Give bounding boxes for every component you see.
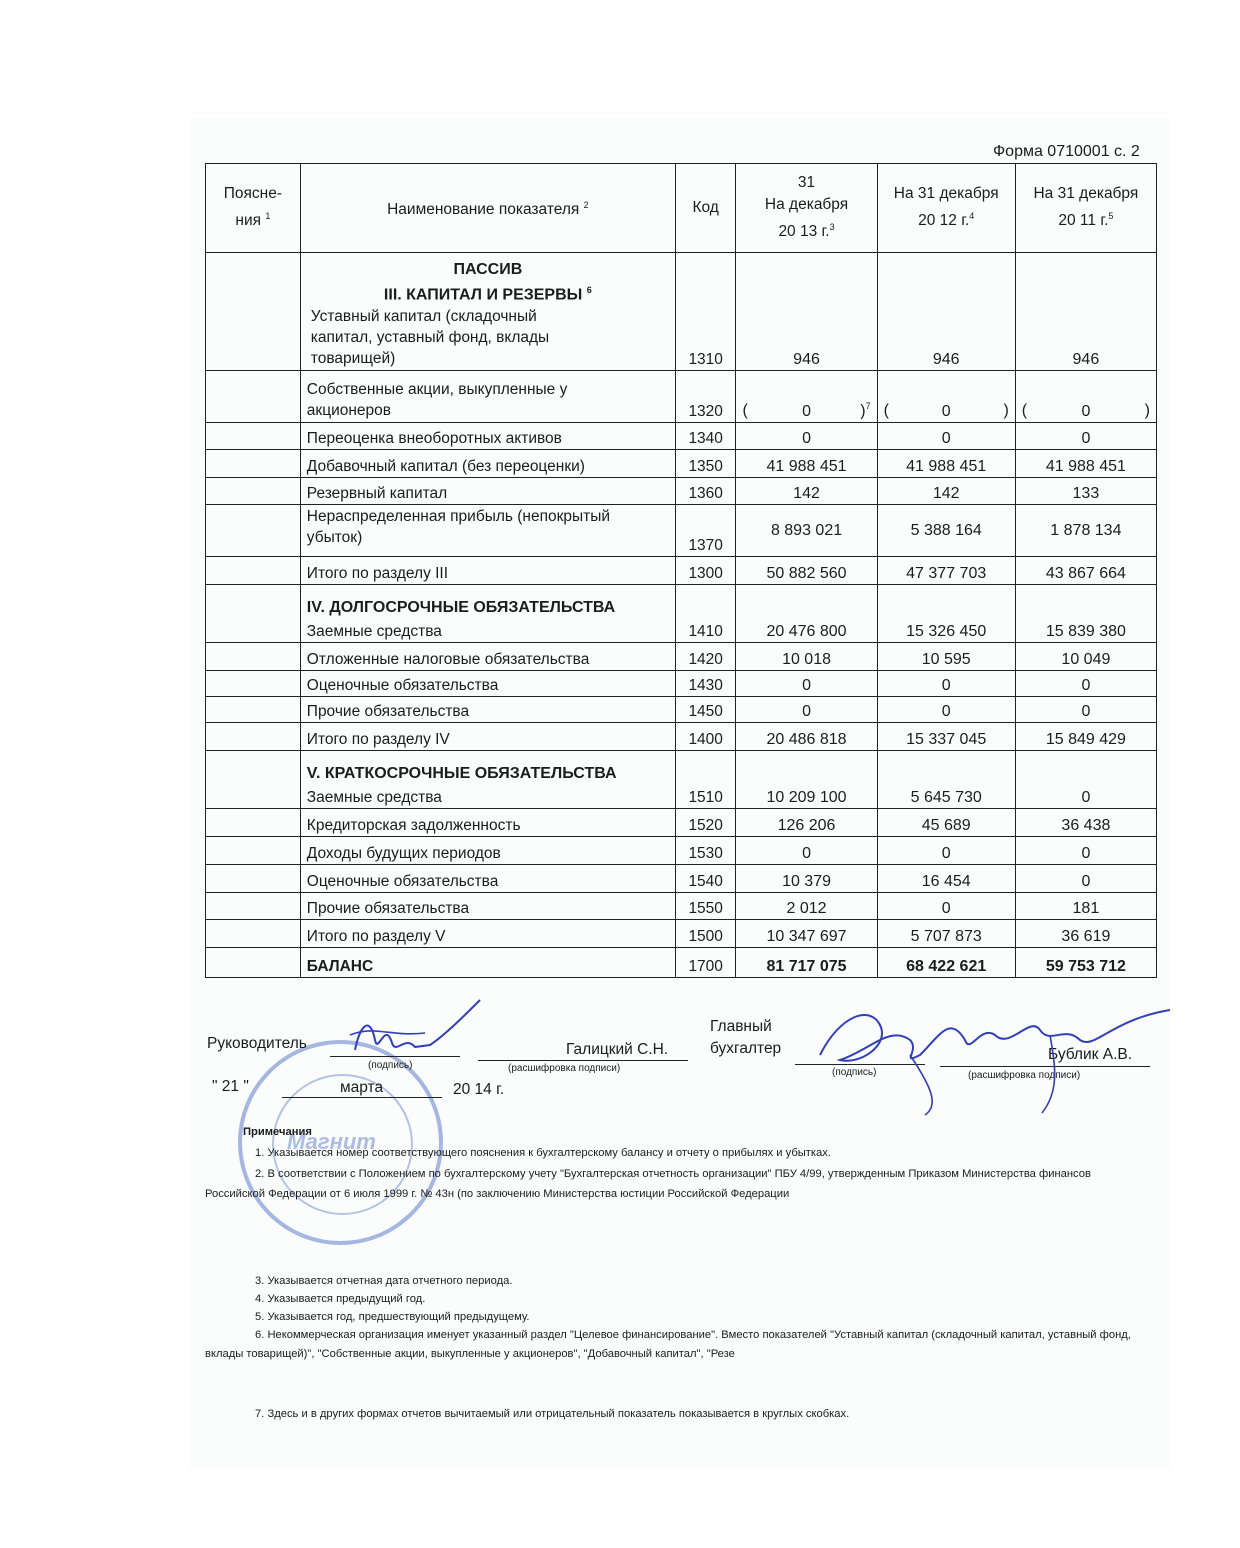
row-value-2013: 50 882 560 (736, 557, 877, 585)
row-value-2011: ( 0 ) (1015, 371, 1156, 423)
row-value-2011: 0 (1015, 697, 1156, 723)
row-value-2011: 0 (1015, 865, 1156, 893)
row-label: Уставный капитал (складочный капитал, уставный фонд, вклады товарищей) (310, 308, 550, 367)
table-row (206, 671, 1157, 697)
row-value-2013: 10 347 697 (736, 920, 877, 948)
row-value-2012: 47 377 703 (877, 557, 1015, 585)
table-row (206, 371, 1157, 423)
row-value-2013: 142 (736, 478, 877, 505)
header-name: Наименование показателя $^2$ (300, 164, 675, 253)
row-code: 1300 (675, 557, 736, 585)
row-value-2012: ( 0 ) (877, 371, 1015, 423)
row-code: 1500 (675, 920, 736, 948)
table-row (206, 585, 1157, 643)
note-7: 7. Здесь и в других формах отчетов вычитаемый или отрицательный показатель показывается в круглых скобках. (255, 1408, 850, 1420)
row-value-2013: 126 206 (736, 809, 877, 837)
row-value-2012: 10 595 (877, 643, 1015, 671)
row-value-2013: 20 476 800 (736, 585, 877, 643)
row-code: 1410 (675, 585, 736, 643)
row-label: Прочие обязательства (300, 893, 675, 920)
table-row (206, 478, 1157, 505)
date-day: " 21 " (212, 1078, 249, 1095)
head-sign-caption: (подпись) (368, 1060, 413, 1071)
row-code: 1510 (675, 751, 736, 809)
row-value-2011: 0 (1015, 751, 1156, 809)
row-value-2011: 59 753 712 (1015, 948, 1156, 978)
header-year-2013: 31 На декабря 20 13 г.$^3$ (736, 164, 877, 253)
row-value-2012: 15 326 450 (877, 585, 1015, 643)
note-1: 1. Указывается номер соответствующего пояснения к бухгалтерскому балансу и отчету о прибылях и убытках. (255, 1147, 831, 1159)
header-code: Код (675, 164, 736, 253)
head-signature (330, 995, 490, 1070)
row-value-2013: 10 209 100 (736, 751, 877, 809)
head-name: Галицкий С.Н. (566, 1041, 669, 1058)
table-row (206, 557, 1157, 585)
row-value-2011: 36 438 (1015, 809, 1156, 837)
row-value-2013: ( 0 )$^7$ (736, 371, 877, 423)
table-row (206, 697, 1157, 723)
row-code: 1370 (675, 505, 736, 557)
table-row (206, 837, 1157, 865)
row-code: 1520 (675, 809, 736, 837)
footnotes (205, 1122, 1150, 1425)
row-label: Оценочные обязательства (300, 671, 675, 697)
row-code: 1550 (675, 893, 736, 920)
row-value-2012: 5 707 873 (877, 920, 1015, 948)
row-label: Оценочные обязательства (300, 865, 675, 893)
row-value-2012: 0 (877, 671, 1015, 697)
row-value-2012: 5 388 164 (877, 505, 1015, 557)
note-6: 6. Некоммерческая организация именует указанный раздел "Целевое финансирование". Вместо показателей "Уставный капитал (складочный капитал, уставный фонд, вклады товарищей)", "Собственные акции, выкупленные у акционеров", "Добавочный капитал", "Резе (205, 1329, 1131, 1360)
row-value-2013: 0 (736, 671, 877, 697)
row-value-2012: 41 988 451 (877, 450, 1015, 478)
row-value-2013: 946 (736, 253, 877, 371)
header-year-2011: На 31 декабря 20 11 г.$^5$ (1015, 164, 1156, 253)
row-code: 1360 (675, 478, 736, 505)
row-code: 1310 (675, 253, 736, 371)
row-value-2011: 946 (1015, 253, 1156, 371)
row-value-2013: 10 379 (736, 865, 877, 893)
chief-sign-caption: (подпись) (832, 1067, 877, 1078)
row-value-2013: 0 (736, 697, 877, 723)
row-code: 1430 (675, 671, 736, 697)
row-value-2011: 181 (1015, 893, 1156, 920)
head-name-caption: (расшифровка подписи) (508, 1063, 621, 1074)
notes-title: Примечания (243, 1126, 312, 1138)
chief-signature (780, 995, 1170, 1120)
row-value-2012: 15 337 045 (877, 723, 1015, 751)
row-value-2013: 81 717 075 (736, 948, 877, 978)
row-value-2013: 10 018 (736, 643, 877, 671)
row-value-2013: 20 486 818 (736, 723, 877, 751)
row-label: Отложенные налоговые обязательства (300, 643, 675, 671)
row-value-2012: 45 689 (877, 809, 1015, 837)
section5-title: V. КРАТКОСРОЧНЫЕ ОБЯЗАТЕЛЬСТВА (306, 765, 617, 782)
note-4: 4. Указывается предыдущий год. (255, 1293, 426, 1305)
note-3: 3. Указывается отчетная дата отчетного периода. (255, 1275, 513, 1287)
row-value-2013: 8 893 021 (736, 505, 877, 557)
table-row (206, 643, 1157, 671)
row-label: БАЛАНС (300, 948, 675, 978)
table-row (206, 505, 1157, 557)
row-code: 1450 (675, 697, 736, 723)
row-value-2011: 15 849 429 (1015, 723, 1156, 751)
date-year: 20 14 г. (453, 1081, 505, 1098)
row-value-2012: 142 (877, 478, 1015, 505)
row-value-2013: 2 012 (736, 893, 877, 920)
row-value-2011: 41 988 451 (1015, 450, 1156, 478)
header-note: Поясне-ния $^1$ (206, 164, 301, 253)
row-value-2011: 10 049 (1015, 643, 1156, 671)
table-row (206, 423, 1157, 450)
row-code: 1420 (675, 643, 736, 671)
row-code: 1540 (675, 865, 736, 893)
row-code: 1400 (675, 723, 736, 751)
table-row (206, 723, 1157, 751)
chief-label-line1: Главный (710, 1018, 772, 1035)
row-label: Итого по разделу IV (300, 723, 675, 751)
row-value-2011: 36 619 (1015, 920, 1156, 948)
row-value-2012: 5 645 730 (877, 751, 1015, 809)
row-value-2013: 41 988 451 (736, 450, 877, 478)
row-label: Прочие обязательства (300, 697, 675, 723)
row-label: Собственные акции, выкупленные у акционеров (300, 371, 675, 423)
row-code: 1320 (675, 371, 736, 423)
row-value-2012: 16 454 (877, 865, 1015, 893)
chief-label-line2: бухгалтер (710, 1040, 782, 1057)
chief-name-caption: (расшифровка подписи) (968, 1070, 1081, 1081)
row-label: Заемные средства (306, 789, 442, 806)
row-value-2012: 0 (877, 423, 1015, 450)
table-row (206, 865, 1157, 893)
company-seal: Магнит (238, 1040, 443, 1245)
table-row (206, 450, 1157, 478)
row-label: Доходы будущих периодов (300, 837, 675, 865)
row-value-2012: 68 422 621 (877, 948, 1015, 978)
table-row (206, 253, 1157, 371)
row-label: Переоценка внеоборотных активов (300, 423, 675, 450)
balance-table (205, 163, 1157, 978)
table-row (206, 751, 1157, 809)
note-2: 2. В соответствии с Положением по бухгалтерскому учету "Бухгалтерская отчетность организации" ПБУ 4/99, утвержденным Приказом Министерства финансов Российской Федерации от 6 июля 1999 г. № 43н (по заключению Министерства юстиции Российской Федерации (205, 1168, 1091, 1200)
row-label: Заемные средства (306, 623, 442, 640)
row-value-2011: 0 (1015, 671, 1156, 697)
row-label: Добавочный капитал (без переоценки) (300, 450, 675, 478)
table-row (206, 920, 1157, 948)
row-value-2011: 1 878 134 (1015, 505, 1156, 557)
row-value-2011: 0 (1015, 837, 1156, 865)
table-row (206, 893, 1157, 920)
form-number: Форма 0710001 с. 2 (993, 143, 1140, 160)
section4-title: IV. ДОЛГОСРОЧНЫЕ ОБЯЗАТЕЛЬСТВА (306, 599, 616, 616)
table-row-total (206, 948, 1157, 978)
section-passive-title: ПАССИВ (453, 260, 523, 278)
chief-name: Бублик А.В. (1048, 1046, 1133, 1063)
row-value-2012: 0 (877, 893, 1015, 920)
row-value-2013: 0 (736, 423, 877, 450)
row-code: 1350 (675, 450, 736, 478)
row-label: Резервный капитал (300, 478, 675, 505)
header-year-2012: На 31 декабря 20 12 г.$^4$ (877, 164, 1015, 253)
row-value-2011: 15 839 380 (1015, 585, 1156, 643)
head-label: Руководитель (207, 1035, 307, 1052)
table-header (206, 164, 1157, 253)
row-code: 1530 (675, 837, 736, 865)
row-label: Кредиторская задолженность (300, 809, 675, 837)
table-row (206, 809, 1157, 837)
row-value-2011: 0 (1015, 423, 1156, 450)
row-code: 1340 (675, 423, 736, 450)
row-value-2013: 0 (736, 837, 877, 865)
date-month: марта (340, 1079, 384, 1096)
row-label: Нераспределенная прибыль (непокрытый убыток) (300, 505, 675, 557)
row-label: Итого по разделу V (300, 920, 675, 948)
row-value-2011: 133 (1015, 478, 1156, 505)
note-5: 5. Указывается год, предшествующий предыдущему. (255, 1311, 530, 1323)
row-label: Итого по разделу III (300, 557, 675, 585)
section3-title: III. КАПИТАЛ И РЕЗЕРВЫ $^6$ (383, 284, 592, 303)
row-value-2011: 43 867 664 (1015, 557, 1156, 585)
row-value-2012: 0 (877, 837, 1015, 865)
row-code: 1700 (675, 948, 736, 978)
row-value-2012: 0 (877, 697, 1015, 723)
row-value-2012: 946 (877, 253, 1015, 371)
